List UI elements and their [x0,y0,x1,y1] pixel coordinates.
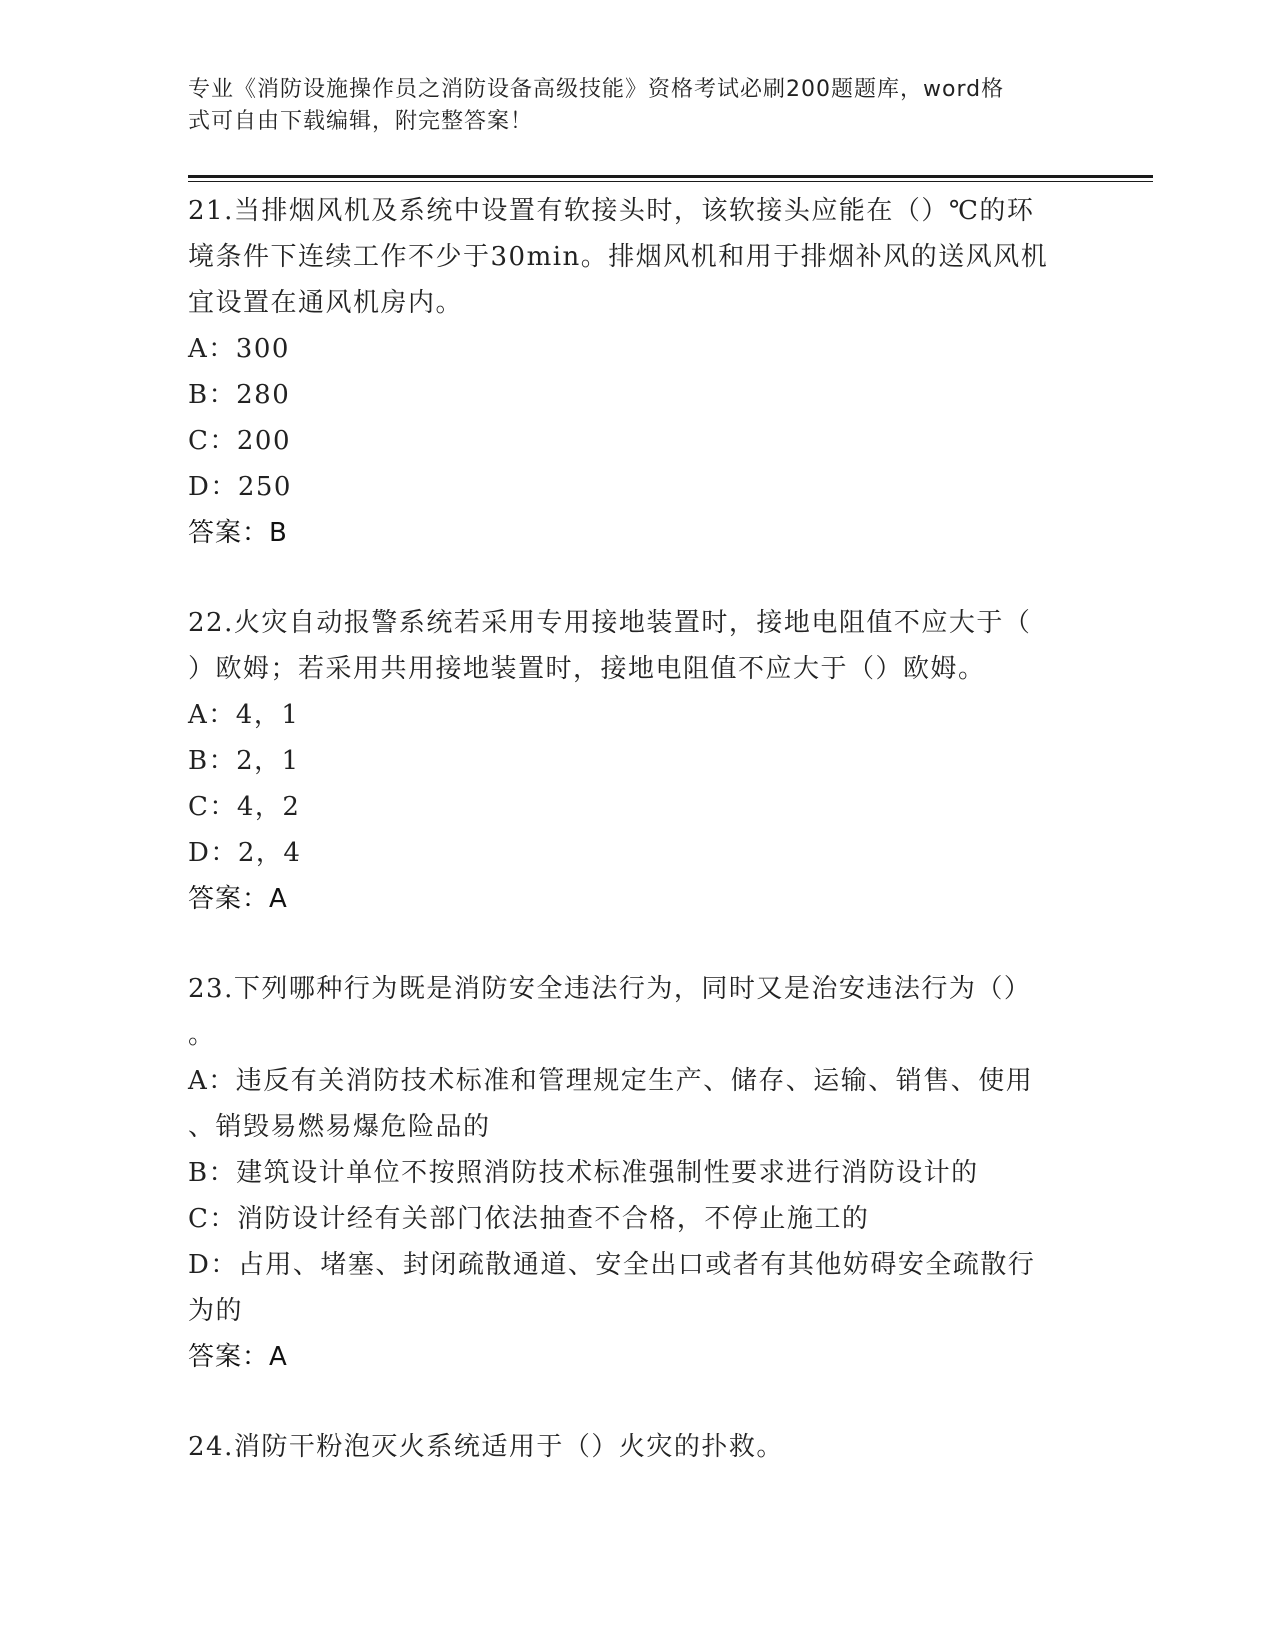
option-a: A：违反有关消防技术标准和管理规定生产、储存、运输、销售、使用 [188,1066,1034,1096]
question-spacer [188,1380,1088,1424]
option-a: A：300 [188,334,290,364]
answer-label: 答案：A [188,884,288,914]
option-a-continued: 、销毁易燃易爆危险品的 [188,1112,491,1142]
option-b: B：280 [188,380,291,410]
header-divider-thin [188,181,1153,182]
question-24 [188,1424,1088,1470]
answer-label: 答案：B [188,518,288,548]
header-line-1: 专业《消防设施操作员之消防设备高级技能》资格考试必刷200题题库，word格 [188,77,1005,102]
question-text-line: ）欧姆；若采用共用接地装置时，接地电阻值不应大于（）欧姆。 [188,654,986,684]
question-text-line: 23.下列哪种行为既是消防安全违法行为，同时又是治安违法行为（） [188,974,1032,1004]
question-text-line: 21.当排烟风机及系统中设置有软接头时，该软接头应能在（）℃的环 [188,196,1035,226]
document-header [188,74,1078,138]
option-d: D：占用、堵塞、封闭疏散通道、安全出口或者有其他妨碍安全疏散行 [188,1250,1036,1280]
option-d: D：250 [188,472,292,502]
question-21 [188,188,1088,556]
question-text-line: 宜设置在通风机房内。 [188,288,464,318]
question-text-line: 22.火灾自动报警系统若采用专用接地装置时，接地电阻值不应大于（ [188,608,1032,638]
option-b: B：2，1 [188,746,300,776]
option-c: C：4，2 [188,792,301,822]
question-22 [188,600,1088,922]
question-text-line: 境条件下连续工作不少于30min。排烟风机和用于排烟补风的送风风机 [188,242,1049,272]
question-list [188,188,1088,1470]
option-a: A：4，1 [188,700,300,730]
option-d-continued: 为的 [188,1296,244,1326]
question-text-line: 。 [188,1020,216,1050]
option-c: C：消防设计经有关部门依法抽查不合格，不停止施工的 [188,1204,870,1234]
option-b: B：建筑设计单位不按照消防技术标准强制性要求进行消防设计的 [188,1158,979,1188]
question-spacer [188,922,1088,966]
answer-label: 答案：A [188,1342,288,1372]
option-d: D：2，4 [188,838,302,868]
question-23 [188,966,1088,1380]
question-spacer [188,556,1088,600]
header-divider-thick [188,175,1153,178]
question-text-line: 24.消防干粉泡灭火系统适用于（）火灾的扑救。 [188,1432,784,1462]
option-c: C：200 [188,426,292,456]
header-line-2: 式可自由下载编辑，附完整答案！ [188,109,534,134]
